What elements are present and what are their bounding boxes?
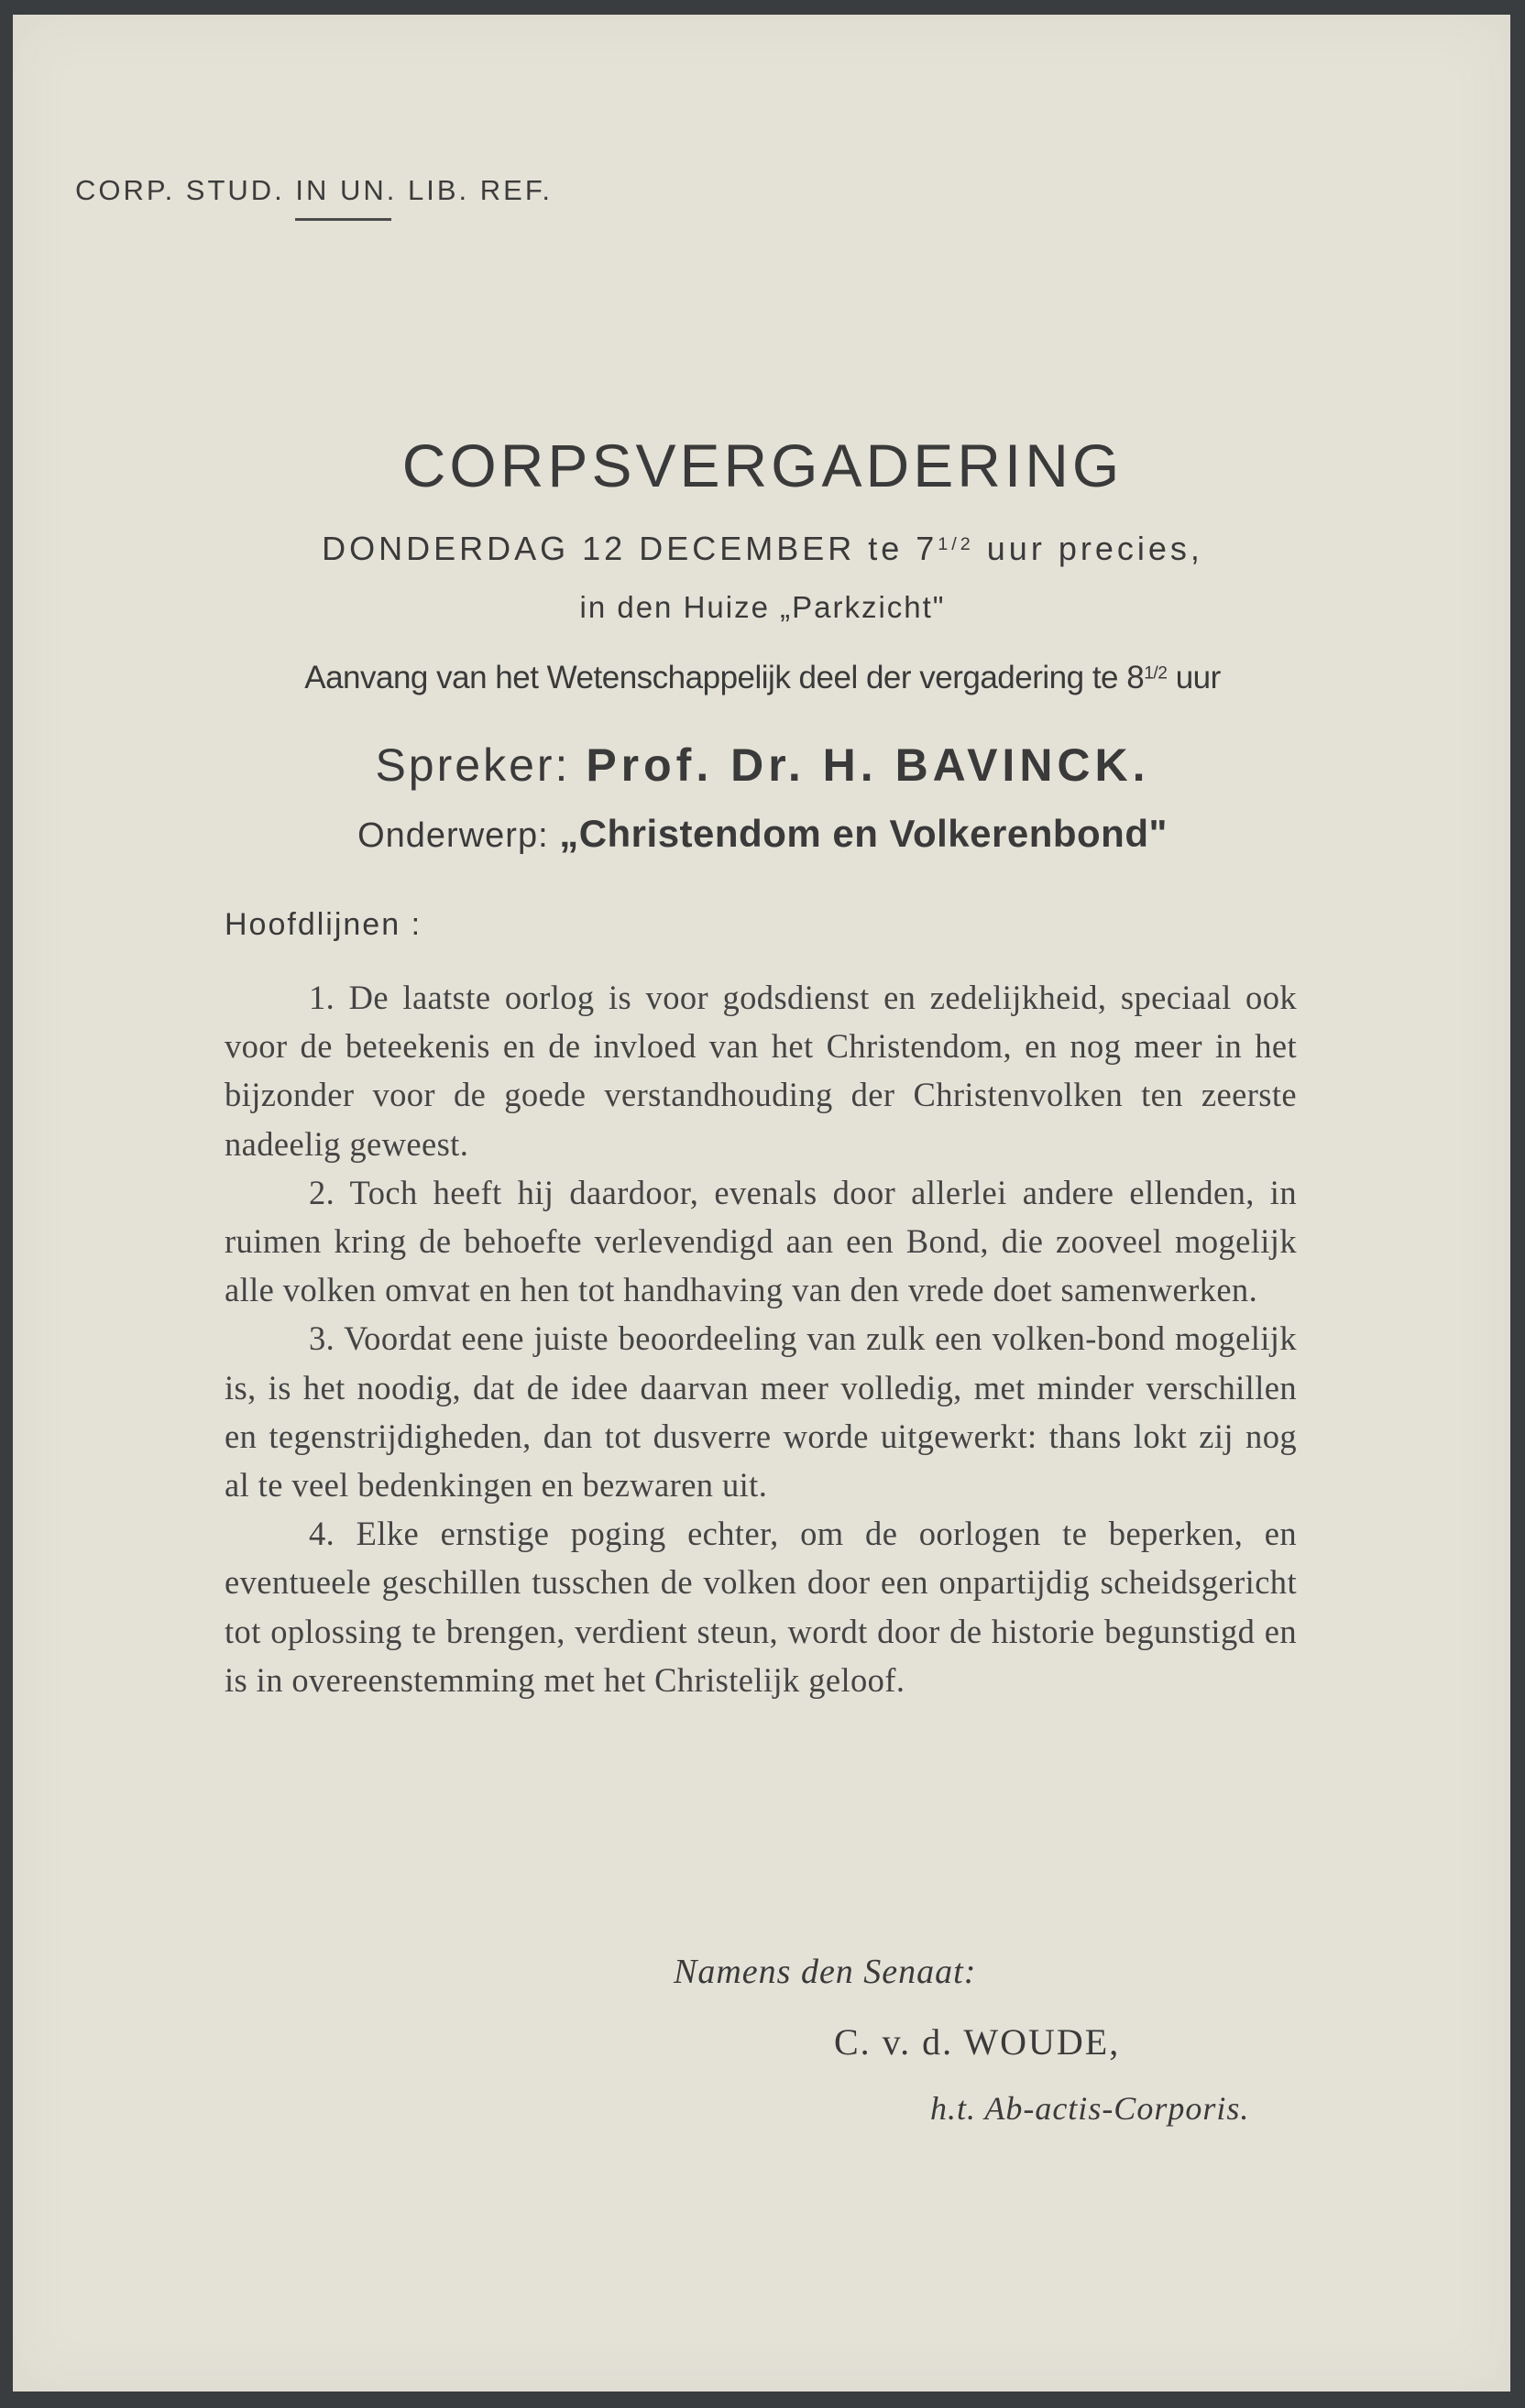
- subject-line: [0, 812, 1525, 856]
- outline-point: 1. De laatste oorlog is voor godsdienst en zedelijkheid, speciaal ook voor de beteekenis en de invloed van het Christendom, en nog meer in het bijzonder voor de goede verstandhouding der Christenvolken ten zeerste nadeelig geweest.: [225, 979, 1297, 1163]
- organization-header: CORP. STUD. IN UN. LIB. REF.: [75, 174, 553, 206]
- speaker-label: Spreker:: [375, 739, 587, 791]
- page-title: CORPSVERGADERING: [401, 432, 1124, 499]
- on-behalf-line: Namens den Senaat:: [674, 1953, 977, 1991]
- signer-role: h.t. Ab-actis-Corporis.: [930, 2090, 1250, 2127]
- outline-heading: Hoofdlijnen :: [225, 907, 422, 942]
- outline-point: 2. Toch heeft hij daardoor, evenals door allerlei andere ellenden, in ruimen kring de behoefte verlevendigd aan een Bond, die zooveel mogelijk alle volken omvat en hen tot handhaving van den vrede doet samenwerken.: [225, 1173, 1297, 1309]
- signer-name: C. v. d. WOUDE,: [834, 2021, 1121, 2063]
- start-time-suffix: uur: [1167, 660, 1221, 695]
- meeting-date: DONDERDAG 12 DECEMBER te 7: [322, 530, 938, 567]
- speaker-line: [0, 739, 1525, 792]
- meeting-date-line: [0, 530, 1525, 568]
- start-text: Aanvang van het Wetenschappelijk deel der vergadering te 8: [304, 660, 1145, 695]
- header-divider: [295, 218, 391, 221]
- speaker-name: Prof. Dr. H. BAVINCK.: [586, 739, 1150, 791]
- meeting-time-fraction: 1/2: [938, 534, 974, 555]
- meeting-time-suffix: uur precies,: [973, 530, 1203, 567]
- meeting-place: in den Huize „Parkzicht": [579, 590, 946, 624]
- start-time-fraction: 1/2: [1144, 663, 1168, 684]
- outline-point: 3. Voordat eene juiste beoordeeling van zulk een volken-bond mogelijk is, is het noodig, dat de idee daarvan meer volledig, met minder verschillen en tegenstrijdigheden, dan tot dusverre worde uitgewerkt: thans lokt zij nog al te veel bedenkingen en bezwaren uit.: [225, 1319, 1297, 1505]
- scientific-part-start-line: [0, 660, 1525, 696]
- subject-title: „Christendom en Volkerenbond": [559, 812, 1168, 855]
- outline-point: 4. Elke ernstige poging echter, om de oorlogen te beperken, en eventueele geschillen tusschen de volken door een onpartijdig scheidsgericht tot oplossing te brengen, verdient steun, wordt door de historie begunstigd en is in overeenstemming met het Christelijk geloof.: [225, 1515, 1297, 1699]
- subject-label: Onderwerp:: [357, 816, 560, 855]
- outline-body: [225, 973, 1297, 1704]
